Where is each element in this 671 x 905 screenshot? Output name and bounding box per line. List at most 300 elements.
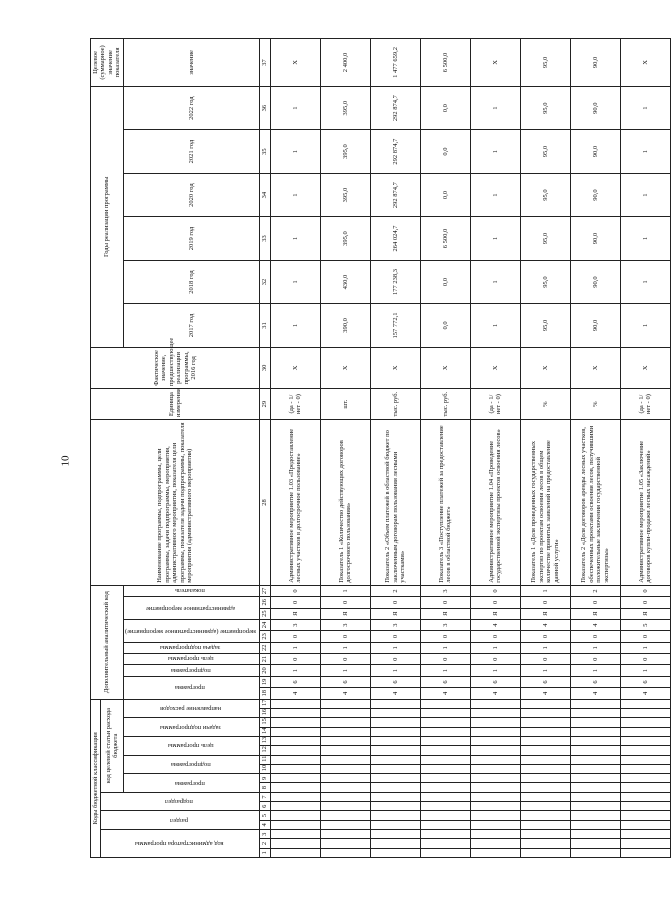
budget-code-cell [620,764,670,773]
budget-code-cell [370,746,420,755]
extra-code-cell: 0 [620,631,670,642]
row-actual: X [470,347,520,388]
col-number: 14 [260,727,270,736]
year-value: 395,0 [320,86,370,129]
year-value: 1 [470,130,520,173]
extra-code-cell: 0 [370,631,420,642]
budget-code-cell [620,830,670,839]
year-value: 95,0 [520,304,570,347]
budget-code-cell [520,802,570,811]
budget-code-cell [270,755,320,764]
budget-code-cell [470,709,520,718]
budget-code-cell [370,820,420,829]
year-value: 1 [620,260,670,303]
budget-code-cell [470,755,520,764]
budget-code-cell [570,764,620,773]
budget-code-cell [270,783,320,792]
row-actual: X [270,347,320,388]
year-value: 6 500,0 [420,217,470,260]
budget-code-cell [570,811,620,820]
year-value: 395,0 [320,217,370,260]
budget-code-cell [370,727,420,736]
row-target: 2 400,0 [320,39,370,87]
budget-code-cell [520,839,570,848]
extra-code-cell: Я [570,608,620,619]
col-number: 17 [260,699,270,708]
col-number: 27 [260,585,270,596]
subprog-a-header: подпрограмма [123,665,259,676]
extra-code-cell: 2 [370,585,420,596]
budget-code-cell [520,820,570,829]
budget-code-cell [370,755,420,764]
budget-code-cell [520,718,570,727]
budget-code-cell [270,774,320,783]
budget-code-cell [370,709,420,718]
y2021-header: 2021 год [123,130,259,173]
budget-code-cell [470,736,520,745]
y2022-header: 2022 год [123,86,259,129]
year-value: 390,0 [320,304,370,347]
budget-code-cell [620,718,670,727]
years-header: Годы реализации программы [91,86,124,347]
col-number: 3 [260,830,270,839]
col-number: 32 [260,260,270,303]
col-number: 4 [260,820,270,829]
budget-code-cell [370,718,420,727]
col-number: 20 [260,665,270,676]
year-value: 1 [620,217,670,260]
year-value: 1 [620,130,670,173]
col-number: 11 [260,755,270,764]
budget-code-cell [320,774,370,783]
indicator-header: показатель [123,585,259,596]
extra-code-cell: 0 [470,597,520,608]
extra-code-cell: 4 [270,688,320,699]
extra-code-cell: 1 [370,665,420,676]
prog-a-header: программа [123,676,259,699]
row-target: 90,0 [570,39,620,87]
budget-code-cell [620,792,670,801]
extra-code-cell: 4 [520,619,570,630]
row-name: Показатель 2 «Доля договоров аренды лесных участков, обеспеченных проектами освоения лесов, получившими положительные заключения государственной экспертизы» [570,420,620,586]
year-value: 292 874,7 [370,130,420,173]
subsection-header: подраздел [101,792,260,811]
row-unit: шт. [320,389,370,420]
extra-code-cell: 6 [620,676,670,687]
extra-code-cell: 1 [570,665,620,676]
row-unit: % [570,389,620,420]
budget-code-cell [320,792,370,801]
budget-code-cell [520,830,570,839]
extra-code-cell: 4 [620,688,670,699]
budget-code-cell [370,839,420,848]
budget-code-cell [620,774,670,783]
row-unit: тыс. руб. [370,389,420,420]
row-name: Показатель 3 «Поступление платежей за предоставление лесов в областной бюджет» [420,420,470,586]
budget-code-cell [320,783,370,792]
row-target: X [620,39,670,87]
budget-code-cell [320,811,370,820]
table-row [270,39,320,858]
y2018-header: 2018 год [123,260,259,303]
budget-code-cell [370,736,420,745]
budget-code-cell [570,820,620,829]
budget-code-cell [620,783,670,792]
budget-code-cell [270,830,320,839]
extra-code-cell: 1 [620,665,670,676]
budget-code-cell [420,848,470,857]
extra-code-cell: 1 [370,642,420,653]
admin-event-header: административное мероприятие [123,597,259,620]
extra-code-cell: 0 [470,654,520,665]
row-actual: X [520,347,570,388]
budget-code-cell [570,718,620,727]
col-number: 5 [260,811,270,820]
extra-code-cell: 0 [420,597,470,608]
budget-code-cell [470,811,520,820]
budget-code-cell [320,736,370,745]
row-unit: % [520,389,570,420]
budget-code-cell [570,839,620,848]
col-number: 18 [260,688,270,699]
col-number: 7 [260,792,270,801]
year-value: 90,0 [570,217,620,260]
budget-code-cell [420,709,470,718]
budget-code-cell [520,811,570,820]
budget-code-cell [420,774,470,783]
budget-code-cell [620,848,670,857]
budget-code-cell [320,839,370,848]
col-number: 31 [260,304,270,347]
extra-code-cell: 4 [570,688,620,699]
extra-code-cell: 6 [270,676,320,687]
col-number: 25 [260,608,270,619]
budget-code-cell [270,699,320,708]
extra-code-cell: 5 [620,619,670,630]
budget-code-cell [620,699,670,708]
extra-code-cell: 0 [370,654,420,665]
extra-code-cell: 0 [270,654,320,665]
budget-code-cell [420,727,470,736]
budget-code-cell [520,792,570,801]
budget-code-cell [370,699,420,708]
row-actual: X [570,347,620,388]
budget-code-cell [420,699,470,708]
budget-code-cell [470,783,520,792]
budget-code-cell [320,709,370,718]
col-number: 9 [260,774,270,783]
budget-code-cell [270,764,320,773]
value-header: значение [123,39,259,87]
year-value: 1 [620,173,670,216]
budget-code-cell [420,820,470,829]
extra-code-cell: 1 [470,665,520,676]
name-header: Наименование программы, подпрограммы, цели программы, задачи подпрограммы, мероприятия, административного мероприятия, показателя цели программы, показателя задачи подпрограммы, показателя мероприятия (административного мероприятия) [91,420,260,586]
table-row [420,39,470,858]
table-row [620,39,670,858]
extra-code-cell: Я [470,608,520,619]
budget-code-cell [370,830,420,839]
row-target: 6 500,0 [420,39,470,87]
budget-code-cell [370,764,420,773]
year-value: 0,0 [420,260,470,303]
budget-code-cell [320,802,370,811]
budget-code-cell [620,709,670,718]
budget-code-cell [320,848,370,857]
budget-code-cell [320,755,370,764]
row-actual: X [420,347,470,388]
col-number: 19 [260,676,270,687]
budget-code-cell [420,746,470,755]
extra-code-cell: 0 [420,631,470,642]
budget-code-cell [520,848,570,857]
col-number: 34 [260,173,270,216]
budget-code-cell [470,792,520,801]
extra-code-cell: 3 [270,619,320,630]
budget-code-cell [270,746,320,755]
col-number: 16 [260,709,270,718]
year-value: 90,0 [570,304,620,347]
column-numbers-row [260,39,270,858]
row-unit: (да - 1/ нет - 0) [270,389,320,420]
extra-code-cell: Я [420,608,470,619]
row-name: Показатель 2 «Объем платежей в областной бюджет по заключенным договорам пользования лесными участками» [370,420,420,586]
budget-code-cell [270,727,320,736]
col-number: 37 [260,39,270,87]
expense-direction-header: направление расходов [123,699,259,718]
admin-code-header: код администратора программы [101,830,260,858]
extra-code-cell: 1 [270,665,320,676]
extra-code-cell: 1 [320,585,370,596]
budget-code-cell [570,830,620,839]
budget-code-cell [270,848,320,857]
col-number: 26 [260,597,270,608]
table-row [470,39,520,858]
extra-code-cell: 4 [470,688,520,699]
table-row [520,39,570,858]
tasks-code-header: задачи подпрограммы [123,718,259,737]
year-value: 95,0 [520,260,570,303]
extra-code-cell: 0 [520,597,570,608]
budget-code-cell [570,746,620,755]
budget-code-cell [520,746,570,755]
budget-code-cell [270,811,320,820]
budget-code-cell [370,848,420,857]
extra-code-cell: 4 [470,619,520,630]
extra-code-cell: 3 [420,585,470,596]
extra-code-cell: 6 [320,676,370,687]
year-value: 1 [620,304,670,347]
year-value: 292 874,7 [370,86,420,129]
extra-code-cell: 3 [320,619,370,630]
year-value: 1 [270,304,320,347]
year-value: 0,0 [420,304,470,347]
budget-code-cell [520,736,570,745]
year-value: 1 [270,173,320,216]
extra-code-header: Дополнительный аналитический код [91,585,124,699]
extra-code-cell: 0 [520,654,570,665]
extra-code-cell: 0 [620,585,670,596]
budget-code-cell [470,802,520,811]
extra-code-cell: 6 [570,676,620,687]
budget-code-cell [570,736,620,745]
row-unit: тыс. руб. [420,389,470,420]
row-name: Показатель 1 «Доля проведенных государственных экспертиз по проектам освоения лесов в общем количестве принятых заявлений на предоставление данной услуги» [520,420,570,586]
col-number: 22 [260,642,270,653]
year-value: 0,0 [420,173,470,216]
extra-code-cell: 1 [320,642,370,653]
budget-code-cell [470,830,520,839]
col-number: 36 [260,86,270,129]
col-number: 6 [260,802,270,811]
budget-code-cell [470,699,520,708]
extra-code-cell: 0 [370,597,420,608]
budget-code-cell [520,774,570,783]
extra-code-cell: 1 [420,665,470,676]
year-value: 0,0 [420,130,470,173]
col-number: 33 [260,217,270,260]
budget-code-cell [470,764,520,773]
extra-code-cell: 1 [320,665,370,676]
row-name: Административное мероприятие 1.05 «Заключение договоров купли-продажи лесных насаждений» [620,420,670,586]
budget-code-cell [620,736,670,745]
budget-code-cell [370,783,420,792]
budget-code-cell [570,783,620,792]
extra-code-cell: 2 [570,585,620,596]
col-number: 28 [260,420,270,586]
budget-code-cell [320,820,370,829]
target-header: Целевое (суммарное) значение показателя [91,39,124,87]
col-number: 2 [260,839,270,848]
budget-code-cell [370,811,420,820]
budget-code-cell [620,746,670,755]
budget-code-cell [470,839,520,848]
budget-code-cell [570,755,620,764]
col-number: 23 [260,631,270,642]
budget-code-cell [320,699,370,708]
col-number: 13 [260,736,270,745]
budget-code-cell [320,727,370,736]
budget-code-cell [570,848,620,857]
budget-code-cell [570,709,620,718]
extra-code-cell: 0 [470,585,520,596]
row-name: Административное мероприятие 1.04 «Проведение государственной экспертизы проектов освоения лесов» [470,420,520,586]
y2017-header: 2017 год [123,304,259,347]
year-value: 1 [270,217,320,260]
budget-code-cell [620,839,670,848]
extra-code-cell: 0 [620,654,670,665]
unit-header: Единица измерения [91,389,260,420]
year-value: 1 [470,304,520,347]
extra-code-cell: 1 [620,642,670,653]
budget-code-cell [270,718,320,727]
budget-code-cell [420,718,470,727]
year-value: 395,0 [320,173,370,216]
budget-code-cell [520,709,570,718]
budget-code-cell [320,830,370,839]
year-value: 177 238,3 [370,260,420,303]
col-number: 30 [260,347,270,388]
budget-code-cell [570,802,620,811]
budget-code-cell [420,792,470,801]
goal-code-header: цель программы [123,736,259,755]
year-value: 90,0 [570,86,620,129]
budget-code-cell [520,764,570,773]
year-value: 90,0 [570,173,620,216]
budget-code-cell [470,727,520,736]
row-actual: X [620,347,670,388]
year-value: 95,0 [520,173,570,216]
col-number: 8 [260,783,270,792]
year-value: 264 024,7 [370,217,420,260]
budget-code-cell [420,755,470,764]
task-a-header: задача подпрограммы [123,642,259,653]
extra-code-cell: 6 [370,676,420,687]
budget-code-cell [570,792,620,801]
extra-code-cell: 0 [620,597,670,608]
budget-codes-header: Коды бюджетной классификации [91,699,101,857]
year-value: 1 [270,130,320,173]
extra-code-cell: 1 [520,642,570,653]
col-number: 15 [260,718,270,727]
budget-code-cell [370,774,420,783]
budget-code-cell [420,783,470,792]
budget-code-cell [520,727,570,736]
extra-code-cell: 1 [570,642,620,653]
budget-code-cell [470,774,520,783]
extra-code-cell: 3 [420,619,470,630]
col-number: 1 [260,848,270,857]
extra-code-cell: 0 [320,654,370,665]
goal-a-header: цель программы [123,654,259,665]
budget-code-cell [620,811,670,820]
budget-code-cell [620,802,670,811]
budget-code-cell [420,802,470,811]
extra-code-cell: 0 [570,631,620,642]
budget-code-cell [420,736,470,745]
row-actual: X [320,347,370,388]
extra-code-cell: 6 [470,676,520,687]
extra-code-cell: 0 [470,631,520,642]
extra-code-cell: 0 [270,585,320,596]
year-value: 95,0 [520,86,570,129]
extra-code-cell: 1 [470,642,520,653]
extra-code-cell: 0 [320,631,370,642]
event-a-header: мероприятие (административное мероприятие) [123,619,259,642]
year-value: 95,0 [520,217,570,260]
row-target: 95,0 [520,39,570,87]
col-number: 24 [260,619,270,630]
extra-code-cell: 1 [270,642,320,653]
extra-code-cell: 0 [320,597,370,608]
year-value: 0,0 [420,86,470,129]
budget-code-cell [420,839,470,848]
year-value: 90,0 [570,130,620,173]
year-value: 1 [470,173,520,216]
extra-code-cell: 6 [520,676,570,687]
year-value: 95,0 [520,130,570,173]
table-row [370,39,420,858]
extra-code-cell: 0 [570,654,620,665]
section-header: раздел [101,811,260,830]
col-number: 10 [260,764,270,773]
actual-header: Фактическое значение, предшествующее реализации программы, 2016 год [91,347,260,388]
row-target: 1 477 659,2 [370,39,420,87]
target-article-header: код целевой статьи расхода бюджета [101,699,123,792]
table-row [570,39,620,858]
year-value: 90,0 [570,260,620,303]
budget-code-cell [320,746,370,755]
